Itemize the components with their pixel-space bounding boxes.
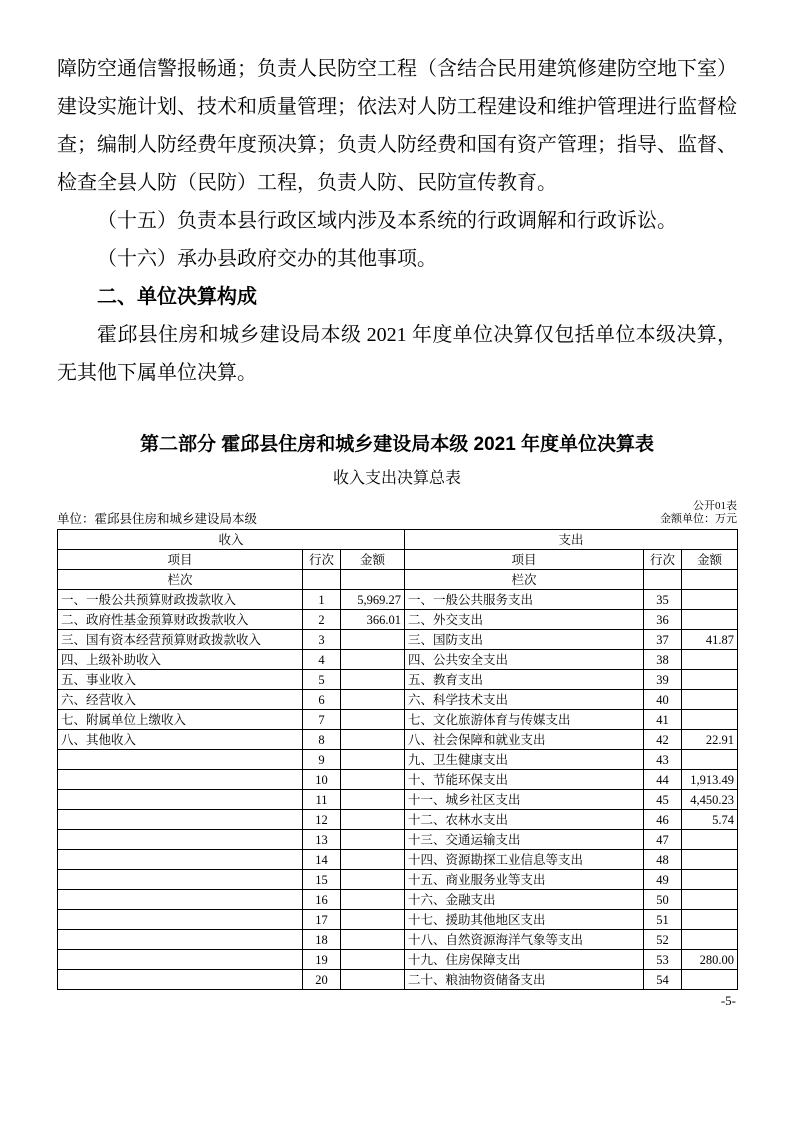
income-section-header: 收入	[58, 530, 405, 550]
income-item-cell	[58, 950, 303, 970]
expense-item-cell: 一、一般公共服务支出	[405, 590, 644, 610]
income-amount-cell	[341, 810, 405, 830]
expense-amount-cell: 280.00	[682, 950, 738, 970]
paragraph-continuation: 障防空通信警报畅通；负责人民防空工程（含结合民用建筑修建防空地下室）建设实施计划、技术和质量管理；依法对人防工程建设和维护管理进行监督检查；编制人防经费年度预决算；负责人防经费和国有资产管理；指导、监督、检查全县人防（民防）工程，负责人防、民防宣传教育。	[57, 58, 737, 194]
income-item-col-header: 项目	[58, 550, 303, 570]
expense-item-col-header: 项目	[405, 550, 644, 570]
expense-lanci-amount-cell	[682, 570, 738, 590]
expense-amount-cell: 5.74	[682, 810, 738, 830]
income-rownum-cell: 8	[303, 730, 341, 750]
expense-amount-cell	[682, 910, 738, 930]
expense-lanci-cell: 栏次	[405, 570, 644, 590]
expense-rownum-cell: 52	[644, 930, 682, 950]
expense-amount-cell: 22.91	[682, 730, 738, 750]
income-amount-cell	[341, 770, 405, 790]
expense-amount-cell	[682, 610, 738, 630]
expense-item-cell: 二十、粮油物资储备支出	[405, 970, 644, 990]
table-number-label: 公开01表	[693, 500, 737, 512]
expense-amount-cell	[682, 690, 738, 710]
expense-amount-cell	[682, 590, 738, 610]
expense-rownum-cell: 47	[644, 830, 682, 850]
expense-amount-cell	[682, 930, 738, 950]
income-item-cell	[58, 790, 303, 810]
income-rownum-cell: 3	[303, 630, 341, 650]
expense-amount-cell: 41.87	[682, 630, 738, 650]
income-item-cell	[58, 810, 303, 830]
income-item-cell	[58, 890, 303, 910]
income-rownum-cell: 12	[303, 810, 341, 830]
part2-title: 第二部分 霍邱县住房和城乡建设局本级 2021 年度单位决算表	[139, 434, 655, 455]
expense-rownum-cell: 51	[644, 910, 682, 930]
income-item-cell: 四、上级补助收入	[58, 650, 303, 670]
table-row	[58, 890, 738, 910]
table-meta	[57, 498, 737, 526]
table-row	[58, 850, 738, 870]
expense-item-cell: 十四、资源勘探工业信息等支出	[405, 850, 644, 870]
expense-rownum-cell: 36	[644, 610, 682, 630]
expense-item-cell: 六、科学技术支出	[405, 690, 644, 710]
table-row	[58, 690, 738, 710]
expense-rownum-cell: 39	[644, 670, 682, 690]
income-item-cell	[58, 770, 303, 790]
income-amount-cell	[341, 690, 405, 710]
expense-rownum-cell: 38	[644, 650, 682, 670]
expense-item-cell: 八、社会保障和就业支出	[405, 730, 644, 750]
expense-item-cell: 十二、农林水支出	[405, 810, 644, 830]
expense-amount-cell	[682, 830, 738, 850]
income-rownum-cell: 13	[303, 830, 341, 850]
table-meta-right	[660, 500, 737, 526]
expense-amount-col-header: 金额	[682, 550, 738, 570]
income-amount-cell	[341, 630, 405, 650]
expense-rownum-cell: 40	[644, 690, 682, 710]
income-rownum-cell: 6	[303, 690, 341, 710]
income-item-cell	[58, 910, 303, 930]
table-body	[58, 590, 738, 990]
table-row	[58, 790, 738, 810]
expense-amount-cell: 4,450.23	[682, 790, 738, 810]
expense-rownum-cell: 53	[644, 950, 682, 970]
expense-item-cell: 七、文化旅游体育与传媒支出	[405, 710, 644, 730]
table-row	[58, 830, 738, 850]
income-rownum-cell: 18	[303, 930, 341, 950]
paragraph-unit-composition: 霍邱县住房和城乡建设局本级 2021 年度单位决算仅包括单位本级决算，无其他下属单位决算。	[57, 324, 737, 384]
income-item-cell	[58, 870, 303, 890]
amount-unit-label: 金额单位：万元	[660, 513, 737, 525]
expense-item-cell: 十一、城乡社区支出	[405, 790, 644, 810]
expense-rownum-cell: 42	[644, 730, 682, 750]
income-item-cell: 五、事业收入	[58, 670, 303, 690]
expense-item-cell: 十六、金融支出	[405, 890, 644, 910]
income-amount-cell	[341, 890, 405, 910]
table-row	[58, 870, 738, 890]
income-item-cell: 六、经营收入	[58, 690, 303, 710]
paragraph-item-15: （十五）负责本县行政区域内涉及本系统的行政调解和行政诉讼。	[97, 210, 677, 232]
expense-amount-cell	[682, 890, 738, 910]
expense-amount-cell	[682, 970, 738, 990]
expense-section-header: 支出	[405, 530, 738, 550]
income-lanci-cell: 栏次	[58, 570, 303, 590]
table-row	[58, 750, 738, 770]
income-amount-cell	[341, 870, 405, 890]
expense-amount-cell	[682, 870, 738, 890]
paragraph-item-16: （十六）承办县政府交办的其他事项。	[97, 248, 437, 270]
income-item-cell	[58, 750, 303, 770]
expense-item-cell: 九、卫生健康支出	[405, 750, 644, 770]
income-amount-cell	[341, 750, 405, 770]
expense-rownum-cell: 49	[644, 870, 682, 890]
table-header-row-columns	[58, 550, 738, 570]
income-rownum-cell: 7	[303, 710, 341, 730]
table-row	[58, 650, 738, 670]
page-number: -5-	[720, 993, 736, 1008]
expense-item-cell: 十五、商业服务业等支出	[405, 870, 644, 890]
expense-rownum-col-header: 行次	[644, 550, 682, 570]
income-amount-cell	[341, 650, 405, 670]
income-amount-cell	[341, 970, 405, 990]
income-lanci-rownum-cell	[303, 570, 341, 590]
income-item-cell	[58, 930, 303, 950]
income-amount-cell	[341, 710, 405, 730]
income-rownum-col-header: 行次	[303, 550, 341, 570]
expense-item-cell: 四、公共安全支出	[405, 650, 644, 670]
expense-rownum-cell: 45	[644, 790, 682, 810]
income-rownum-cell: 20	[303, 970, 341, 990]
table-header-row-sections	[58, 530, 738, 550]
income-rownum-cell: 1	[303, 590, 341, 610]
expense-amount-cell	[682, 750, 738, 770]
expense-item-cell: 十七、援助其他地区支出	[405, 910, 644, 930]
income-item-cell: 八、其他收入	[58, 730, 303, 750]
expense-item-cell: 二、外交支出	[405, 610, 644, 630]
expense-item-cell: 五、教育支出	[405, 670, 644, 690]
table-row	[58, 950, 738, 970]
section-heading-unit-composition: 二、单位决算构成	[97, 286, 257, 308]
income-lanci-amount-cell	[341, 570, 405, 590]
expense-amount-cell	[682, 670, 738, 690]
expense-amount-cell	[682, 710, 738, 730]
income-amount-cell: 5,969.27	[341, 590, 405, 610]
table-row	[58, 730, 738, 750]
income-rownum-cell: 16	[303, 890, 341, 910]
income-amount-col-header: 金额	[341, 550, 405, 570]
income-rownum-cell: 11	[303, 790, 341, 810]
income-amount-cell	[341, 850, 405, 870]
income-amount-cell	[341, 670, 405, 690]
income-rownum-cell: 15	[303, 870, 341, 890]
table-row	[58, 770, 738, 790]
expense-rownum-cell: 54	[644, 970, 682, 990]
table-row	[58, 610, 738, 630]
body-text	[57, 50, 737, 392]
income-rownum-cell: 17	[303, 910, 341, 930]
expense-amount-cell	[682, 650, 738, 670]
income-item-cell	[58, 830, 303, 850]
table-row	[58, 930, 738, 950]
table-header-row-lanci	[58, 570, 738, 590]
income-rownum-cell: 4	[303, 650, 341, 670]
income-item-cell	[58, 970, 303, 990]
income-rownum-cell: 19	[303, 950, 341, 970]
expense-item-cell: 三、国防支出	[405, 630, 644, 650]
income-rownum-cell: 9	[303, 750, 341, 770]
income-amount-cell	[341, 790, 405, 810]
expense-amount-cell: 1,913.49	[682, 770, 738, 790]
expense-item-cell: 十九、住房保障支出	[405, 950, 644, 970]
table-row	[58, 630, 738, 650]
expense-rownum-cell: 44	[644, 770, 682, 790]
table-title: 收入支出决算总表	[332, 470, 461, 487]
expense-lanci-rownum-cell	[644, 570, 682, 590]
expense-rownum-cell: 46	[644, 810, 682, 830]
table-row	[58, 590, 738, 610]
income-rownum-cell: 2	[303, 610, 341, 630]
expense-rownum-cell: 50	[644, 890, 682, 910]
income-amount-cell	[341, 730, 405, 750]
expense-item-cell: 十三、交通运输支出	[405, 830, 644, 850]
income-amount-cell: 366.01	[341, 610, 405, 630]
expense-item-cell: 十、节能环保支出	[405, 770, 644, 790]
income-rownum-cell: 14	[303, 850, 341, 870]
income-item-cell: 三、国有资本经营预算财政拨款收入	[58, 630, 303, 650]
expense-rownum-cell: 37	[644, 630, 682, 650]
income-item-cell: 二、政府性基金预算财政拨款收入	[58, 610, 303, 630]
table-row	[58, 810, 738, 830]
expense-rownum-cell: 43	[644, 750, 682, 770]
expense-item-cell: 十八、自然资源海洋气象等支出	[405, 930, 644, 950]
income-amount-cell	[341, 830, 405, 850]
table-row	[58, 710, 738, 730]
expense-rownum-cell: 41	[644, 710, 682, 730]
table-row	[58, 910, 738, 930]
income-expense-table	[57, 529, 738, 990]
table-row	[58, 970, 738, 990]
table-row	[58, 670, 738, 690]
expense-amount-cell	[682, 850, 738, 870]
income-rownum-cell: 5	[303, 670, 341, 690]
expense-rownum-cell: 35	[644, 590, 682, 610]
unit-label: 单位：霍邱县住房和城乡建设局本级	[57, 512, 258, 526]
income-amount-cell	[341, 930, 405, 950]
expense-rownum-cell: 48	[644, 850, 682, 870]
income-item-cell	[58, 850, 303, 870]
income-amount-cell	[341, 950, 405, 970]
income-amount-cell	[341, 910, 405, 930]
income-item-cell: 七、附属单位上缴收入	[58, 710, 303, 730]
income-item-cell: 一、一般公共预算财政拨款收入	[58, 590, 303, 610]
income-rownum-cell: 10	[303, 770, 341, 790]
